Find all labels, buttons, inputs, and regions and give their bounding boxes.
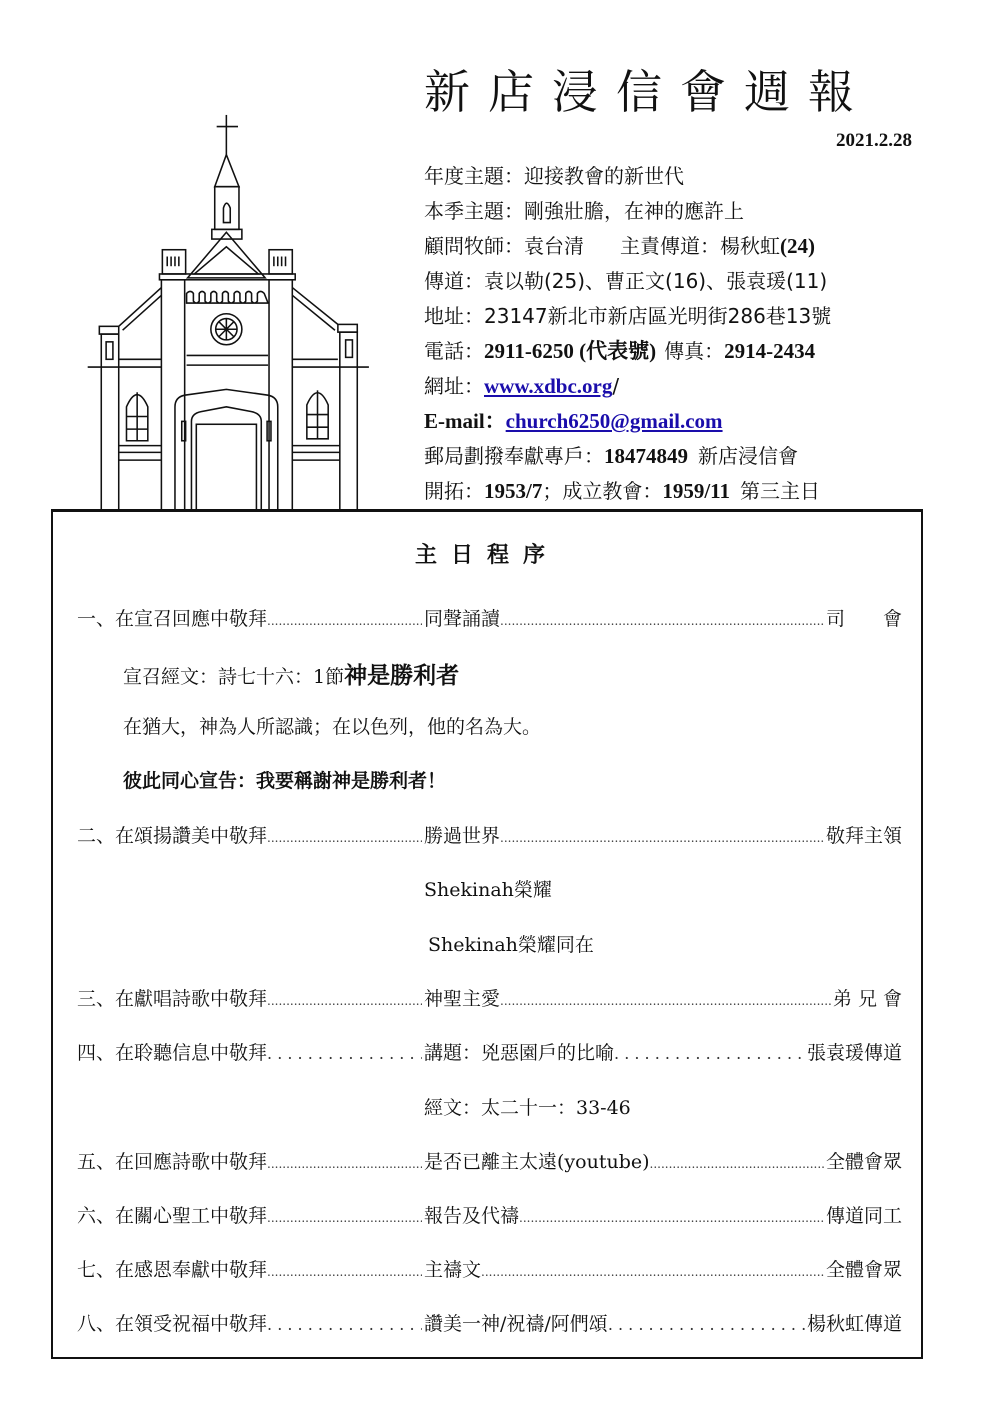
email-line (424, 405, 723, 435)
item-content: 報告及代禱 (424, 1205, 520, 1227)
preachers-value: 袁以勒(25)、曹正文(16)、張袁瑗(11) (484, 269, 828, 293)
item-title: 在宣召回應中敬拜 (115, 608, 268, 630)
item-leader: 弟 兄 會 (832, 988, 902, 1010)
item-leader: 楊秋虹傳道 (806, 1313, 902, 1335)
website-link[interactable]: www.xdbc.org (484, 374, 613, 398)
item-leader: 全體會眾 (825, 1151, 902, 1173)
established-value: 1959/11 (662, 479, 731, 503)
email-label: E-mail： (424, 409, 506, 433)
pastor-line (424, 230, 815, 259)
item-title: 在關心聖工中敬拜 (115, 1205, 268, 1227)
established-label: ；成立教會： (542, 479, 663, 503)
website-line (424, 370, 619, 399)
dot-leader (500, 614, 824, 628)
address-label: 地址： (424, 304, 484, 328)
program-item (77, 1147, 902, 1177)
item-title: 在領受祝福中敬拜 (115, 1313, 268, 1335)
address-value: 23147新北市新店區光明街286巷13號 (484, 304, 832, 328)
history-line (424, 475, 820, 504)
item-leader: 傳道同工 (825, 1205, 902, 1227)
website-suffix: / (612, 374, 620, 398)
item-number: 六、 (77, 1205, 116, 1227)
dot-leader (614, 1044, 805, 1063)
call-scripture (123, 657, 459, 690)
dot-leader (267, 1265, 422, 1279)
founded-label: 開拓： (424, 479, 484, 503)
program-heading: 主日程序 (414, 542, 559, 568)
dot-leader (267, 1157, 422, 1171)
annual-theme (424, 160, 684, 189)
dot-leader (267, 1044, 422, 1063)
program-item (77, 1255, 902, 1285)
postal-line (424, 440, 798, 469)
fax-value: 2914-2434 (724, 339, 816, 363)
lead-preacher-label: 主責傳道： (620, 234, 720, 258)
item-leader: 司 會 (825, 608, 902, 630)
season-theme-value: 剛強壯膽，在神的應許上 (524, 199, 744, 223)
season-theme-label: 本季主題： (424, 199, 524, 223)
program-item (77, 1038, 902, 1068)
preachers-line (424, 265, 827, 294)
item-title: 在回應詩歌中敬拜 (115, 1151, 268, 1173)
song-1: Shekinah榮耀 (424, 879, 552, 901)
postal-account: 18474849 (604, 444, 688, 468)
phone-label: 電話： (424, 339, 484, 363)
item-content: 同聲誦讀 (424, 608, 501, 630)
dot-leader (267, 994, 422, 1008)
item-number: 四、 (77, 1042, 116, 1064)
dot-leader (267, 1211, 422, 1225)
dot-leader (500, 994, 831, 1008)
item-content: 是否已離主太遠(youtube) (424, 1151, 650, 1173)
item-title: 在聆聽信息中敬拜 (115, 1042, 268, 1064)
advisor-pastor-label: 顧問牧師： (424, 234, 524, 258)
advisor-pastor-name: 袁台清 (524, 234, 584, 258)
postal-label: 郵局劃撥奉獻專戶： (424, 444, 604, 468)
founded-value: 1953/7 (484, 479, 543, 503)
item-number: 七、 (77, 1259, 116, 1281)
program-item (77, 821, 902, 851)
address-line (424, 300, 831, 329)
dot-leader (267, 614, 422, 628)
annual-theme-value: 迎接教會的新世代 (524, 164, 684, 188)
item-title: 在頌揚讚美中敬拜 (115, 825, 268, 847)
dot-leader (481, 1265, 824, 1279)
program-box (51, 509, 923, 1359)
item-number: 一、 (77, 608, 116, 630)
item-content: 神聖主愛 (424, 988, 501, 1010)
declaration: 彼此同心宣告：我要稱謝神是勝利者！ (123, 770, 447, 792)
item-title: 在獻唱詩歌中敬拜 (115, 988, 268, 1010)
call-scripture-theme: 神是勝利者 (344, 662, 460, 689)
dot-leader (267, 1315, 422, 1334)
established-sunday: 第三主日 (740, 479, 821, 503)
dot-leader (267, 831, 422, 845)
item-title: 在感恩奉獻中敬拜 (115, 1259, 268, 1281)
item-leader: 全體會眾 (825, 1259, 902, 1281)
bulletin-title: 新店浸信會週報 (424, 65, 872, 119)
dot-leader (650, 1157, 824, 1171)
website-label: 網址： (424, 374, 484, 398)
call-verse: 在猶大，神為人所認識；在以色列，他的名為大。 (123, 716, 542, 738)
dot-leader (608, 1315, 805, 1334)
season-theme (424, 195, 744, 224)
item-content: 講題：兇惡園戶的比喻 (424, 1042, 615, 1064)
phone-line (424, 335, 815, 365)
lead-preacher-years: (24) (780, 234, 815, 258)
item-number: 三、 (77, 988, 116, 1010)
item-leader: 敬拜主領 (825, 825, 902, 847)
song-2: Shekinah榮耀同在 (428, 934, 594, 956)
item-content: 讚美一神/祝禱/阿們頌 (424, 1313, 608, 1335)
preachers-label: 傳道： (424, 269, 484, 293)
phone-value: 2911-6250 (代表號) (484, 339, 657, 363)
item-number: 五、 (77, 1151, 116, 1173)
item-number: 八、 (77, 1313, 116, 1335)
fax-label: 傳真： (664, 339, 725, 363)
church-illustration (78, 100, 398, 510)
email-link[interactable]: church6250@gmail.com (505, 409, 723, 433)
dot-leader (500, 831, 824, 845)
item-content: 主禱文 (424, 1259, 482, 1281)
bulletin-date: 2021.2.28 (836, 130, 912, 151)
call-scripture-ref: 宣召經文：詩七十六：1節 (123, 666, 345, 688)
item-number: 二、 (77, 825, 116, 847)
annual-theme-label: 年度主題： (424, 164, 524, 188)
program-item (77, 984, 902, 1014)
item-leader: 張袁瑗傳道 (806, 1042, 902, 1064)
program-item (77, 1201, 902, 1231)
sermon-scripture: 經文：太二十一：33-46 (424, 1097, 631, 1119)
postal-account-name: 新店浸信會 (698, 444, 798, 468)
item-content: 勝過世界 (424, 825, 501, 847)
program-item (77, 604, 902, 634)
dot-leader (519, 1211, 824, 1225)
program-item (77, 1309, 902, 1339)
lead-preacher-name: 楊秋虹 (720, 234, 780, 258)
